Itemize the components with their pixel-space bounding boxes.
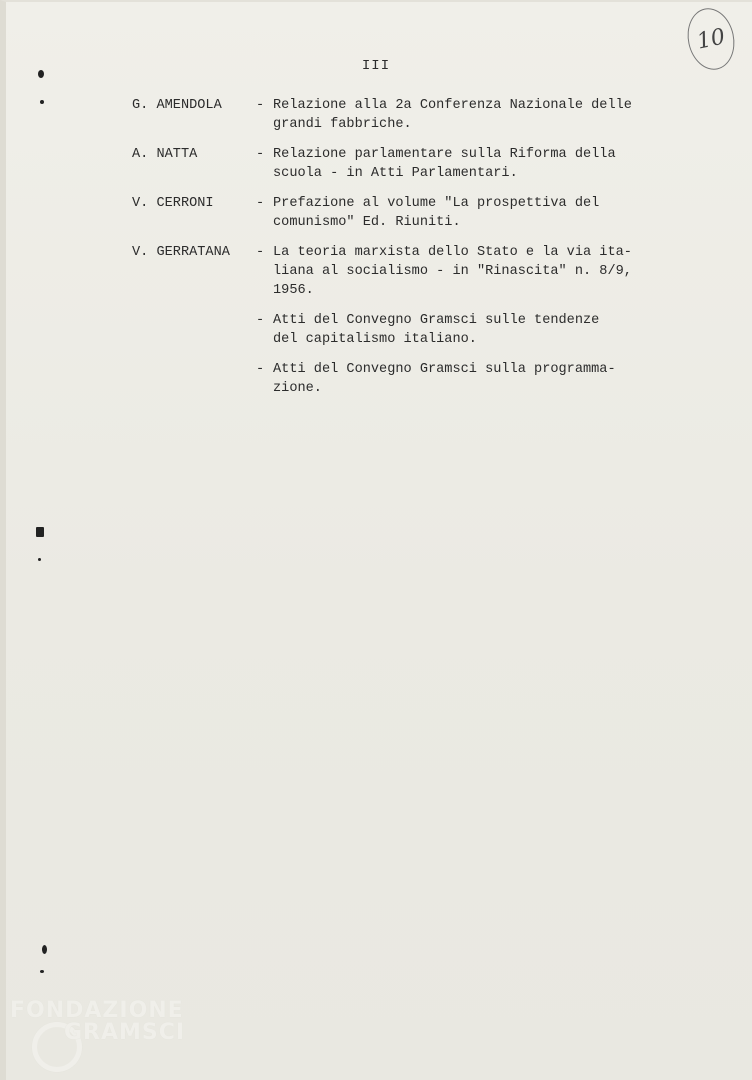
text-line: Relazione parlamentare sulla Riforma della: [273, 147, 616, 162]
dash-marker: -: [256, 98, 265, 113]
entry-author: A. NATTA: [132, 147, 198, 162]
scan-mark: [40, 100, 44, 104]
text-line: 1956.: [273, 283, 314, 298]
entry-item: [256, 96, 692, 134]
scan-mark: [38, 70, 44, 78]
entry-author: G. AMENDOLA: [132, 98, 222, 113]
text-line: zione.: [273, 381, 322, 396]
text-line: La teoria marxista dello Stato e la via ita-: [273, 245, 632, 260]
item-text: [273, 311, 692, 349]
scan-mark: [36, 527, 44, 537]
entry-author: V. GERRATANA: [132, 245, 230, 260]
bibliography-entry: [132, 194, 692, 232]
dash-marker: -: [256, 362, 265, 377]
entry-item: [256, 243, 692, 300]
scan-mark: [40, 970, 44, 973]
text-line: Atti del Convegno Gramsci sulla programma-: [273, 362, 616, 377]
entry-item: [256, 311, 692, 349]
text-line: scuola - in Atti Parlamentari.: [273, 166, 518, 181]
dash-marker: -: [256, 147, 265, 162]
bibliography-entry: [132, 243, 692, 398]
handwritten-folio-number: 10: [682, 4, 740, 74]
entry-author: V. CERRONI: [132, 196, 214, 211]
bibliography-entry: [132, 96, 692, 134]
entry-item: [256, 360, 692, 398]
text-line: del capitalismo italiano.: [273, 332, 477, 347]
entry-items: [256, 96, 692, 134]
page-number: III: [361, 58, 391, 74]
item-text: [273, 96, 692, 134]
dash-marker: -: [256, 196, 265, 211]
bibliography-list: [132, 96, 692, 409]
entry-items: [256, 243, 692, 398]
watermark-text: FONDAZIONE: [10, 998, 184, 1023]
text-line: liana al socialismo - in "Rinascita" n. 8/9,: [273, 264, 632, 279]
text-line: Prefazione al volume "La prospettiva del: [273, 196, 600, 211]
foundation-watermark: [4, 996, 194, 1076]
dash-marker: -: [256, 313, 265, 328]
scan-mark: [38, 558, 41, 561]
scan-mark: [42, 945, 47, 954]
entry-items: [256, 194, 692, 232]
text-line: Atti del Convegno Gramsci sulle tendenze: [273, 313, 600, 328]
item-text: [273, 145, 692, 183]
entry-items: [256, 145, 692, 183]
item-text: [273, 360, 692, 398]
text-line: grandi fabbriche.: [273, 117, 412, 132]
watermark-text: GRAMSCI: [64, 1020, 186, 1045]
item-text: [273, 194, 692, 232]
text-line: comunismo" Ed. Riuniti.: [273, 215, 461, 230]
text-line: Relazione alla 2a Conferenza Nazionale delle: [273, 98, 632, 113]
item-text: [273, 243, 692, 300]
entry-item: [256, 145, 692, 183]
bibliography-entry: [132, 145, 692, 183]
entry-item: [256, 194, 692, 232]
dash-marker: -: [256, 245, 265, 260]
